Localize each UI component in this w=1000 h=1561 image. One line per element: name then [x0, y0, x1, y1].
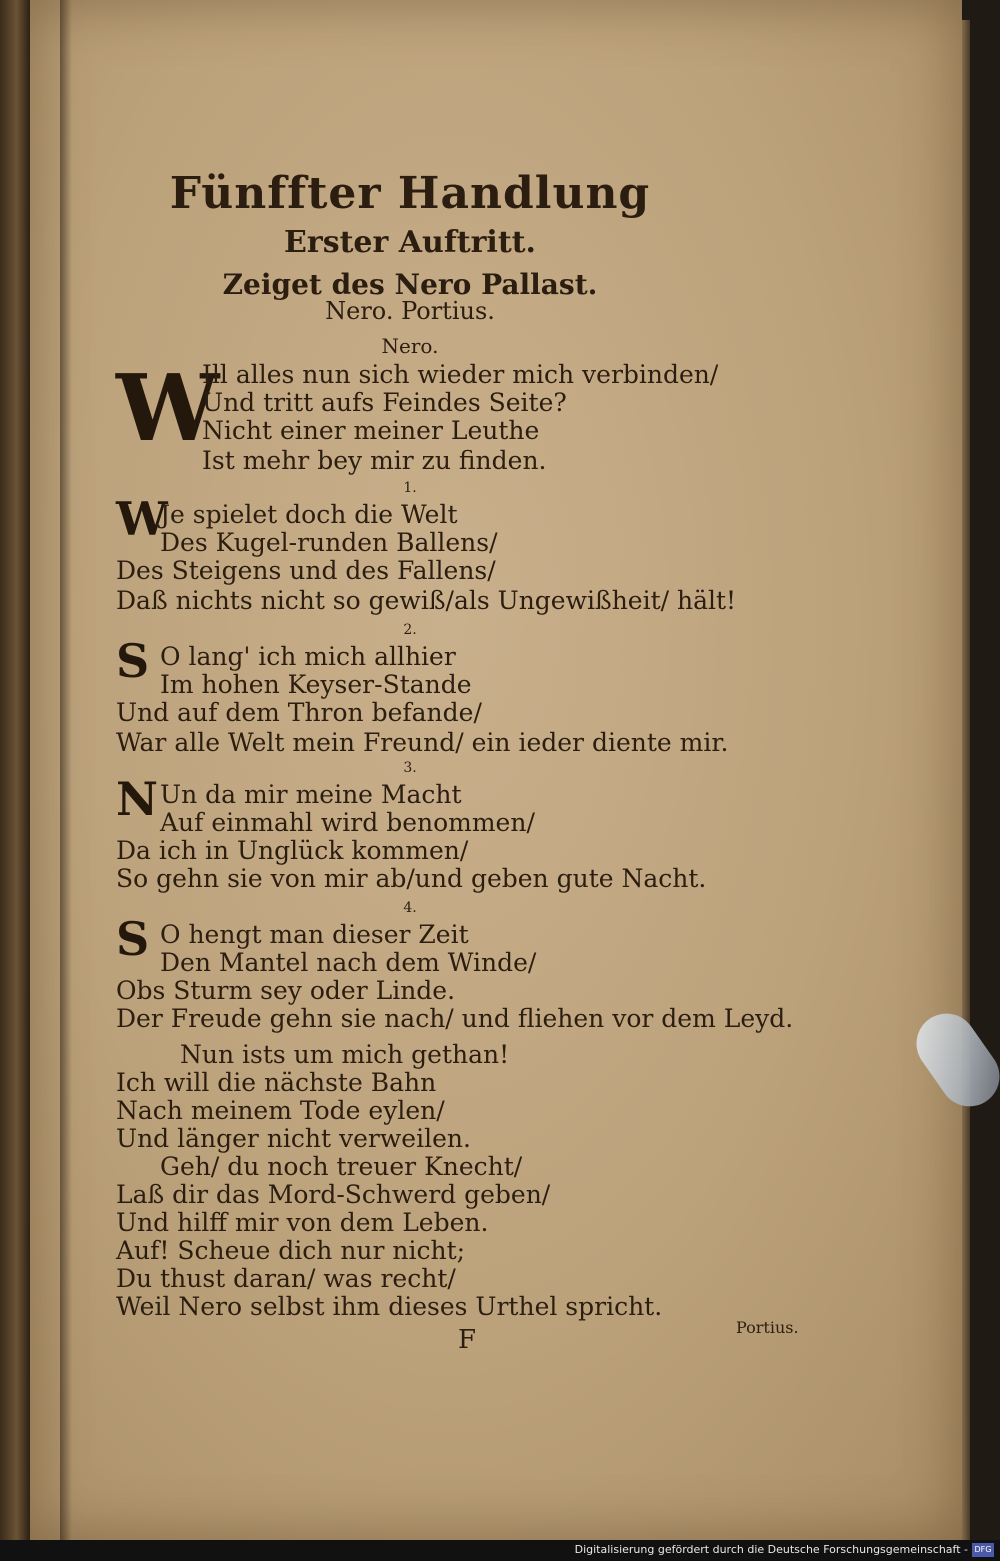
closing-line: Nach meinem Tode eylen/ [116, 1096, 445, 1125]
funding-credit: Digitalisierung gefördert durch die Deutsche Forschungsgemeinschaft - [574, 1543, 968, 1556]
intro-line: Ill alles nun sich wieder mich verbinden/ [202, 360, 719, 389]
stanza-number: 2. [403, 622, 417, 638]
stanza-line: War alle Welt mein Freund/ ein ieder diente mir. [116, 728, 729, 757]
book-page [30, 0, 962, 1540]
stanza-line: Je spielet doch die Welt [160, 500, 458, 529]
stanza-line: Den Mantel nach dem Winde/ [160, 948, 537, 977]
stanza-line: Auf einmahl wird benommen/ [160, 808, 535, 837]
signature-mark: F [458, 1325, 477, 1355]
stanza-line: Und auf dem Thron befande/ [116, 698, 482, 727]
closing-line: Nun ists um mich gethan! [180, 1040, 510, 1069]
speaker-label: Nero. [381, 334, 439, 358]
stanza-line: Daß nichts nicht so gewiß/als Ungewißheit/ hält! [116, 586, 737, 615]
stanza-number: 3. [403, 760, 417, 776]
closing-line: Laß dir das Mord-Schwerd geben/ [116, 1180, 551, 1209]
stanza-line: Der Freude gehn sie nach/ und fliehen vor dem Leyd. [116, 1004, 794, 1033]
stanza-line: Des Steigens und des Fallens/ [116, 556, 496, 585]
setting-line: Zeiget des Nero Pallast. [222, 268, 598, 301]
closing-line: Und länger nicht verweilen. [116, 1124, 471, 1153]
closing-line: Geh/ du noch treuer Knecht/ [160, 1152, 523, 1181]
act-title: Fünffter Handlung [169, 168, 651, 219]
stanza-dropcap: N [116, 772, 159, 826]
stanza-line: Obs Sturm sey oder Linde. [116, 976, 456, 1005]
intro-line: Nicht einer meiner Leuthe [202, 416, 540, 445]
stanza-line: Un da mir meine Macht [160, 780, 462, 809]
intro-line: Ist mehr bey mir zu finden. [202, 446, 547, 475]
intro-line: Und tritt aufs Feindes Seite? [202, 388, 567, 417]
dfg-logo: DFG [972, 1543, 994, 1557]
stanza-number: 1. [403, 480, 417, 496]
stanza-dropcap: S [116, 634, 150, 688]
scene-heading: Erster Auftritt. [284, 225, 536, 260]
facing-page-edge [0, 0, 30, 1561]
stanza-line: O hengt man dieser Zeit [160, 920, 469, 949]
closing-line: Du thust daran/ was recht/ [116, 1264, 456, 1293]
closing-line: Auf! Scheue dich nur nicht; [116, 1236, 466, 1265]
catchword: Portius. [736, 1318, 799, 1337]
stanza-dropcap: W [116, 492, 168, 546]
stanza-line: Des Kugel-runden Ballens/ [160, 528, 498, 557]
closing-line: Und hilff mir von dem Leben. [116, 1208, 489, 1237]
stanza-dropcap: S [116, 912, 150, 966]
closing-line: Ich will die nächste Bahn [116, 1068, 437, 1097]
stanza-line: O lang' ich mich allhier [160, 642, 456, 671]
character-list: Nero. Portius. [325, 297, 495, 325]
stanza-line: Da ich in Unglück kommen/ [116, 836, 469, 865]
stanza-line: So gehn sie von mir ab/und geben gute Nacht. [116, 864, 707, 893]
stanza-line: Im hohen Keyser-Stande [160, 670, 472, 699]
stanza-number: 4. [403, 900, 417, 916]
closing-line: Weil Nero selbst ihm dieses Urthel spricht. [116, 1292, 663, 1321]
intro-dropcap: W [116, 354, 220, 462]
